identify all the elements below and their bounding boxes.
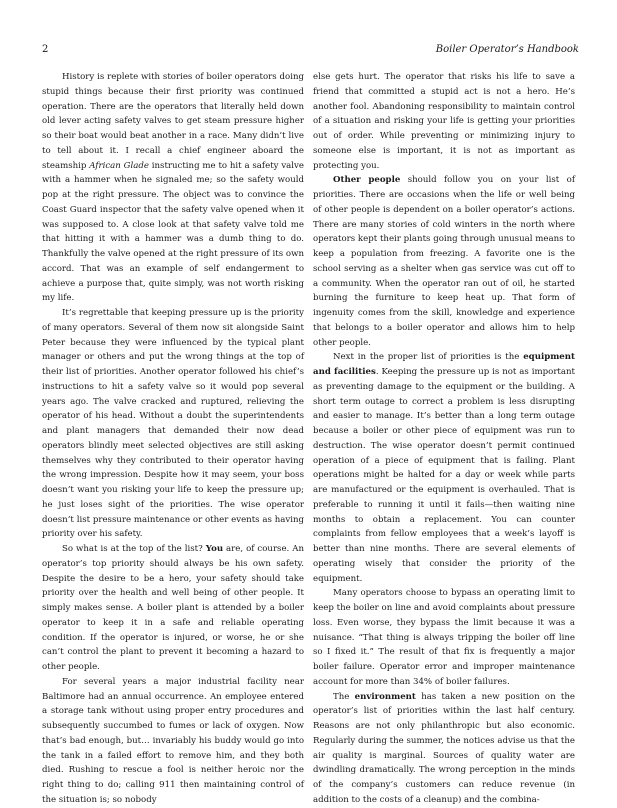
paragraph (313, 350, 575, 586)
bold-term: Other people (333, 175, 401, 186)
text-run: has taken a new position on the operator’s list of priorities within the last half century. Reasons are not only philanthropic but also economic. Regularly during the summer, the notices advise us that the air quality is marginal. Sources of quality water are dwindling dramatically. The wrong perception in the minds of the company’s customers can reduce revenue (in addition to the costs of a cleanup) and the combina- (313, 691, 575, 805)
text-run: are, of course. An operator’s top priority should always be his own safety. Despite the desire to be a hero, your safety should take priority over the health and well being of other people. It simply makes sense. A boiler plant is attended by a boiler operator to keep it in a safe and reliable operating condition. If the operator is injured, or worse, he or she can’t control the plant to prevent it becoming a hazard to other people. (42, 544, 305, 672)
page-number: 2 (42, 44, 49, 55)
bold-term: equipment and facilities (313, 352, 575, 377)
text-run: should follow you on your list of priorities. There are occasions when the life or well being of other people is dependent on a boiler operator’s actions. There are many stories of cold winters in the north where operators kept their plants going through unusual means to keep a population from freezing. A favorite one is the school serving as a shelter when gas service was cut off to a community. When the operator ran out of oil, he started burning the furniture to keep heat up. That form of ingenuity comes from the skill, knowledge and experience that belongs to a boiler operator and allows him to help other people. (313, 175, 575, 348)
running-title: Boiler Operator’s Handbook (435, 44, 579, 55)
paragraph (42, 306, 304, 542)
paragraph (42, 542, 304, 675)
left-column (42, 70, 304, 808)
text-run: It’s regrettable that keeping pressure up is the priority of many operators. Several of them now sit alongside Saint Peter because they were influenced by the typical plant manager or others and put the wrong things at the top of their list of priorities. Another operator followed his chief’s instructions to hit a safety valve so it would pop several years ago. The valve cracked and ruptured, relieving the operator of his head. Without a doubt the superintendents and plant managers that demanded their now dead operators blindly meet selected objectives are still asking themselves why they contributed to their operator having the wrong impression. Despite how it may seem, your boss doesn’t want you risking your life to keep the pressure up; he just loses sight of the priorities. The wise operator doesn’t list pressure maintenance or other events as having priority over his safety. (42, 308, 304, 540)
paragraph (42, 675, 304, 808)
paragraph (42, 70, 304, 306)
bold-term: You (205, 544, 224, 554)
text-run: Many operators choose to bypass an operating limit to keep the boiler on line and avoid complaints about pressure loss. Even worse, they bypass the limit because it was a nuisance. “That thing is always tripping the boiler off line so I fixed it.” The result of that fix is frequently a major boiler failure. Operator error and improper maintenance account for more than 34% of boiler failures. (313, 588, 575, 687)
text-run: instructing me to hit a safety valve with a hammer when he signaled me; so the safety would pop at the right pressure. The object was to convince the Coast Guard inspector that the safety valve opened when it was supposed to. A close look at that safety valve told me that hitting it with a hammer was a dumb thing to do. Thankfully the valve opened at the right pressure of its own accord. That was an example of self endangerment to achieve a purpose that, quite simply, was not worth risking my life. (42, 160, 304, 304)
text-run: Next in the proper list of priorities is the (333, 352, 524, 363)
text-run: The (333, 691, 355, 702)
paragraph (313, 690, 575, 808)
italic-term: African Glade (89, 160, 149, 171)
text-run: . Keeping the pressure up is not as important as preventing damage to the equipment or the building. A short term outage to correct a problem is less disrupting and easier to manage. It’s better than a long term outage because a boiler or other piece of equipment was run to destruction. The wise operator doesn’t permit continued operation of a piece of equipment that is failing. Plant operations might be halted for a day or week while parts are manufactured or the equipment is overhauled. That is preferable to running it until it fails—then waiting nine months to obtain a replacement. You can counter complaints from fellow employees that a week’s layoff is better than nine months. There are several elements of operating wisely that consider the priority of the equipment. (313, 367, 576, 584)
right-column (313, 70, 575, 808)
text-run: else gets hurt. The operator that risks his life to save a friend that committed a stupid act is not a hero. He’s another fool. Abandoning responsibility to maintain control of a situation and risking your life is getting your priorities out of order. While preventing or minimizing injury to someone else is important, it is not as important as protecting you. (313, 72, 575, 171)
bold-term: environment (354, 691, 416, 702)
text-run: History is replete with stories of boiler operators doing stupid things because their first priority was continued operation. There are the operators that literally held down old lever acting safety valves to get steam pressure higher so their boat would beat another in a race. Many didn’t live to tell about it. I recall a chief engineer aboard the steamship (42, 72, 304, 171)
text-run: For several years a major industrial facility near Baltimore had an annual occurrence. An employee entered a storage tank without using proper entry procedures and subsequently succumbed to fumes or lack of oxygen. Now that’s bad enough, but… invariably his buddy would go into the tank in a failed effort to remove him, and they both died. Rushing to rescue a fool is neither heroic nor the right thing to do; calling 911 then maintaining control of the situation is; so nobody (42, 676, 304, 805)
paragraph (313, 70, 575, 173)
page-header (42, 44, 579, 56)
paragraph (313, 586, 575, 689)
text-run: So what is at the top of the list? (62, 544, 206, 554)
paragraph (313, 173, 575, 350)
